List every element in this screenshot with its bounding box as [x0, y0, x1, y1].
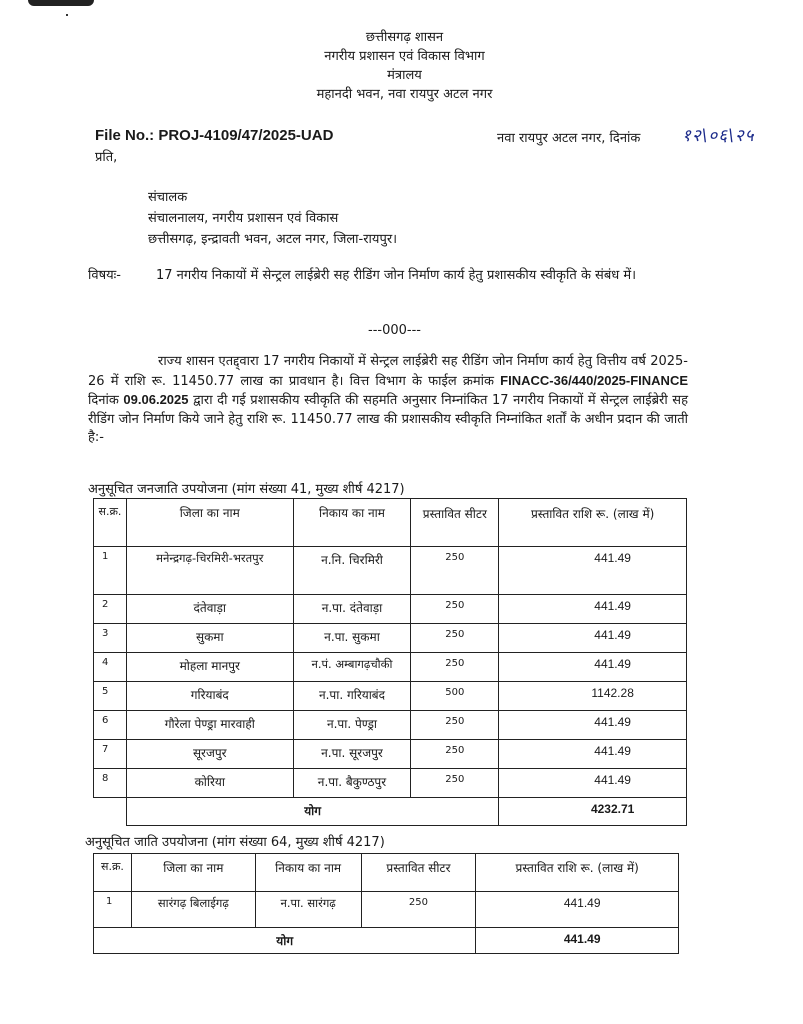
status-pill: [28, 0, 94, 6]
col-header-amount: प्रस्तावित राशि रू. (लाख में): [499, 499, 687, 547]
recipient-office: संचालनालय, नगरीय प्रशासन एवं विकास: [148, 211, 339, 226]
cell-district: गरियाबंद: [126, 682, 293, 711]
place-date-label: नवा रायपुर अटल नगर, दिनांक: [497, 131, 641, 146]
table-row: [94, 682, 687, 711]
table-row: [94, 740, 687, 769]
cell-amount: 441.49: [499, 653, 687, 682]
cell-seats: 250: [411, 653, 499, 682]
cell-body: न.पा. बैकुण्ठपुर: [293, 769, 411, 798]
cell-district: मोहला मानपुर: [126, 653, 293, 682]
cell-seats: 500: [411, 682, 499, 711]
cell-amount: 441.49: [499, 740, 687, 769]
cell-sn: 3: [94, 624, 127, 653]
cell-district: सूरजपुर: [126, 740, 293, 769]
col-header-sn: स.क्र.: [94, 854, 132, 892]
col-header-seats: प्रस्तावित सीटर: [411, 499, 499, 547]
table-row: [94, 711, 687, 740]
separator: ---000---: [368, 323, 421, 338]
cell-sn: 4: [94, 653, 127, 682]
approval-date: 09.06.2025: [123, 392, 189, 407]
total-amount: 4232.71: [499, 798, 687, 826]
handwritten-date: १२\०६\२५: [682, 126, 755, 146]
table-row: [94, 547, 687, 595]
body-part-1: राज्य शासन एतद्द्वारा 17 नगरीय निकायों में सेन्ट्रल लाईब्रेरी सह रीडिंग जोन निर्माण कार्य हेतु वित्तीय वर्ष 2025-26 में राशि रू. 11450.77 लाख का प्रावधान है। वित्त विभाग के फाईल क्रमांक: [88, 354, 688, 389]
recipient-address: [148, 187, 397, 250]
cell-body: न.पा. पेण्ड्रा: [293, 711, 411, 740]
table2-header-row: [94, 854, 679, 892]
ministry-name: मंत्रालय: [387, 68, 422, 83]
table1-header-row: [94, 499, 687, 547]
col-header-district: जिला का नाम: [126, 499, 293, 547]
cell-district: कोरिया: [126, 769, 293, 798]
cell-seats: 250: [411, 595, 499, 624]
cell-seats: 250: [411, 769, 499, 798]
body-part-2: दिनांक: [88, 393, 119, 408]
table-row: [94, 769, 687, 798]
cell-seats: 250: [411, 624, 499, 653]
table1: [93, 498, 687, 826]
file-number: File No.: PROJ-4109/47/2025-UAD: [95, 127, 334, 144]
cell-amount: 441.49: [476, 892, 679, 928]
cell-amount: 441.49: [499, 769, 687, 798]
salutation-to: प्रति,: [95, 150, 118, 165]
cell-seats: 250: [411, 740, 499, 769]
cell-amount: 441.49: [499, 595, 687, 624]
table2: [93, 853, 679, 954]
col-header-body: निकाय का नाम: [293, 499, 411, 547]
cell-body: न.नि. चिरमिरी: [293, 547, 411, 595]
recipient-location: छत्तीसगढ़, इन्द्रावती भवन, अटल नगर, जिला-रायपुर।: [148, 232, 398, 247]
department-name: नगरीय प्रशासन एवं विकास विभाग: [324, 49, 485, 64]
col-header-seats: प्रस्तावित सीटर: [361, 854, 476, 892]
body-paragraph: [88, 353, 688, 448]
cell-sn: 1: [94, 892, 132, 928]
table1-title: अनुसूचित जनजाति उपयोजना (मांग संख्या 41, मुख्य शीर्ष 4217): [88, 482, 405, 497]
cell-district: सारंगढ़ बिलाईगढ़: [131, 892, 255, 928]
cell-amount: 1142.28: [499, 682, 687, 711]
office-address: महानदी भवन, नवा रायपुर अटल नगर: [316, 87, 493, 102]
cell-sn: 5: [94, 682, 127, 711]
recipient-title: संचालक: [148, 190, 188, 205]
cell-amount: 441.49: [499, 624, 687, 653]
cell-amount: 441.49: [499, 711, 687, 740]
total-label: योग: [126, 798, 498, 826]
subject-text: 17 नगरीय निकायों में सेन्ट्रल लाईब्रेरी सह रीडिंग जोन निर्माण कार्य हेतु प्रशासकीय स्वीकृति के संबंध में।: [156, 268, 637, 283]
cell-body: न.पा. दंतेवाड़ा: [293, 595, 411, 624]
table-row: [94, 653, 687, 682]
table2-total-row: [94, 928, 679, 954]
cell-district: दंतेवाड़ा: [126, 595, 293, 624]
table1-total-row: [94, 798, 687, 826]
table-row: [94, 892, 679, 928]
table-row: [94, 595, 687, 624]
col-header-body: निकाय का नाम: [255, 854, 361, 892]
finance-file-no: FINACC-36/440/2025-FINANCE: [500, 372, 689, 388]
total-amount: 441.49: [476, 928, 679, 954]
col-header-district: जिला का नाम: [131, 854, 255, 892]
table2-title: अनुसूचित जाति उपयोजना (मांग संख्या 64, मुख्य शीर्ष 4217): [85, 835, 385, 850]
cell-seats: 250: [411, 547, 499, 595]
cell-body: न.पा. सुकमा: [293, 624, 411, 653]
phone-status-strip: [0, 0, 803, 8]
col-header-sn: स.क्र.: [94, 499, 127, 547]
body-part-3: द्वारा दी गई प्रशासकीय स्वीकृति की सहमति अनुसार निम्नांकित 17 नगरीय निकायों में सेन्ट्रल लाईब्रेरी सह रीडिंग जोन निर्माण किये जाने हेतु राशि रू. 11450.77 लाख की प्रशासकीय स्वीकृति निम्नांकित शर्तों के अधीन प्रदान की जाती है:-: [88, 393, 688, 445]
cell-sn: 1: [94, 547, 127, 595]
govt-name: छत्तीसगढ़ शासन: [365, 30, 444, 45]
cell-sn: 8: [94, 769, 127, 798]
subject-label: विषयः-: [88, 268, 121, 283]
cell-body: न.पा. सूरजपुर: [293, 740, 411, 769]
cell-district: गौरेला पेण्ड्रा मारवाही: [126, 711, 293, 740]
cell-body: न.पा. गरियाबंद: [293, 682, 411, 711]
table-row: [94, 624, 687, 653]
letterhead: [0, 28, 803, 104]
cell-body: न.पा. सारंगढ़: [255, 892, 361, 928]
cell-seats: 250: [361, 892, 476, 928]
cell-sn: 2: [94, 595, 127, 624]
cell-amount: 441.49: [499, 547, 687, 595]
cell-body: न.पं. अम्बागढ़चौकी: [293, 653, 411, 682]
col-header-amount: प्रस्तावित राशि रू. (लाख में): [476, 854, 679, 892]
cell-seats: 250: [411, 711, 499, 740]
cell-district: मनेन्द्रगढ़-चिरमिरी-भरतपुर: [126, 547, 293, 595]
cell-sn: 6: [94, 711, 127, 740]
subject-block: [88, 265, 688, 286]
cell-district: सुकमा: [126, 624, 293, 653]
total-label: योग: [94, 928, 476, 954]
scan-speck: [66, 14, 68, 16]
cell-sn: 7: [94, 740, 127, 769]
